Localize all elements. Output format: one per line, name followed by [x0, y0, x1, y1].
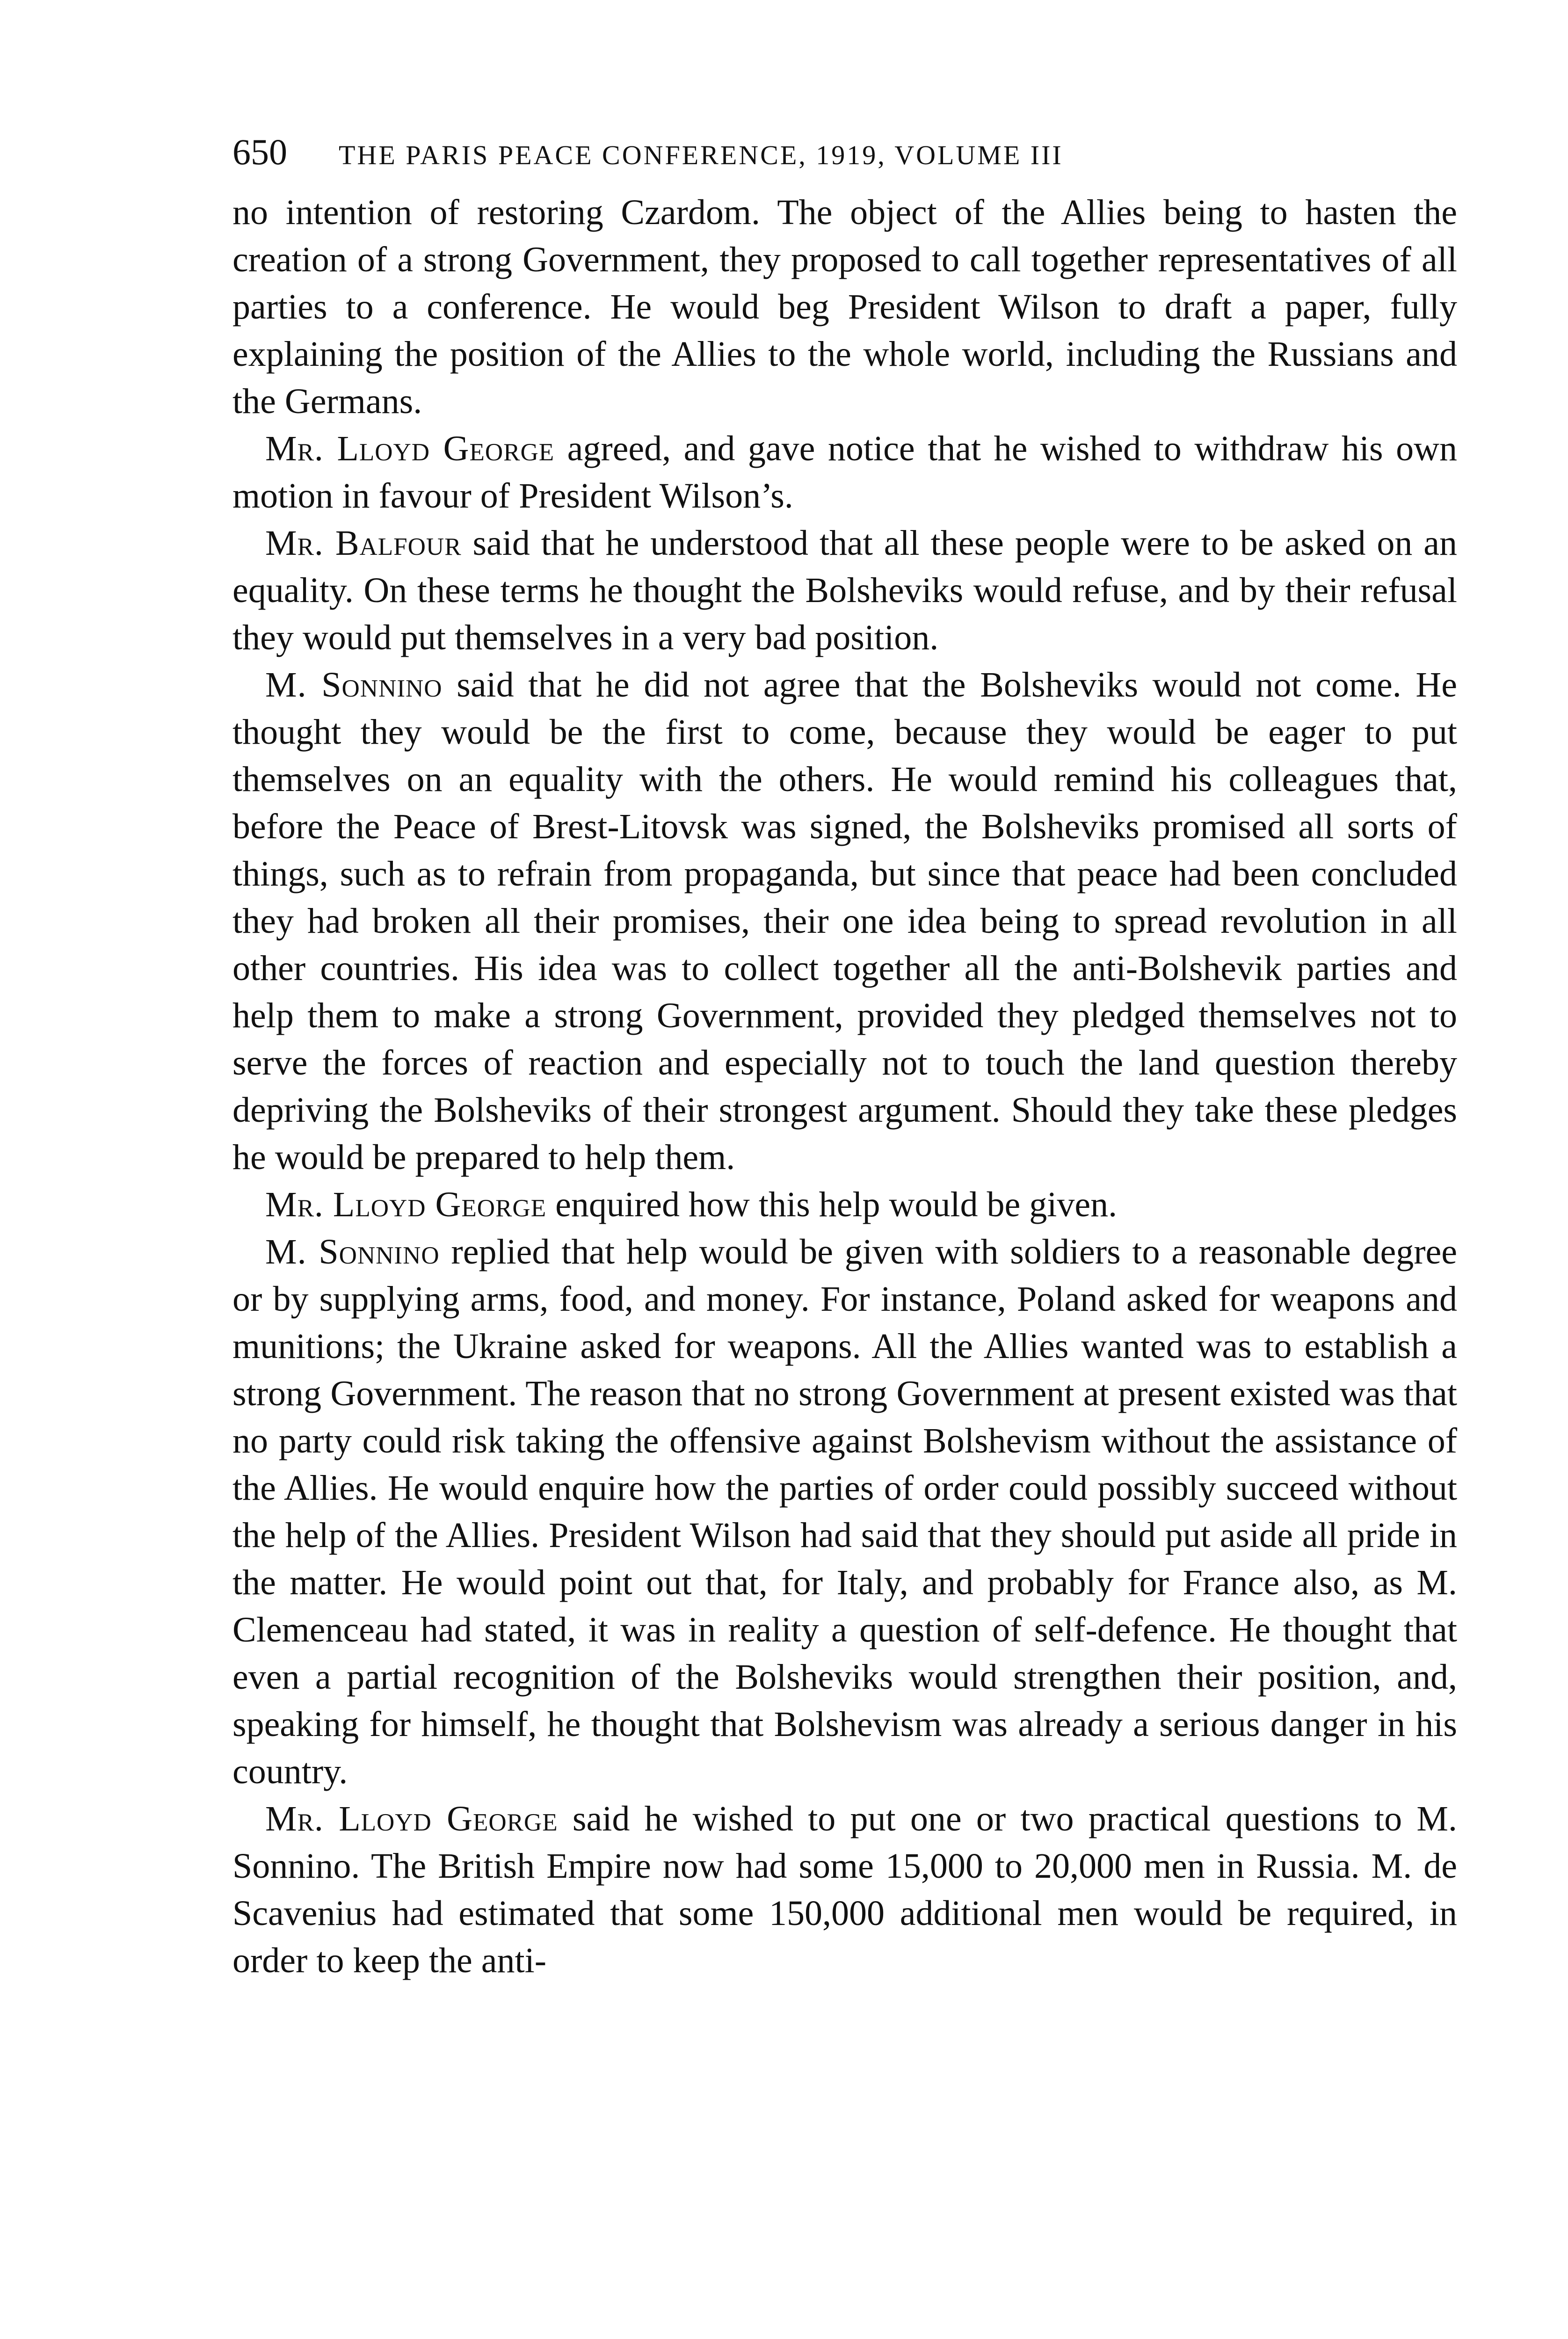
paragraph	[232, 425, 1457, 520]
running-head	[232, 131, 1457, 181]
paragraph-text: enquired how this help would be given.	[546, 1185, 1118, 1224]
speaker-name: Mr. Balfour	[265, 523, 462, 563]
paragraph-text: agreed, and gave notice that he wished to withdraw his own motion in favour of President Wilson’s.	[232, 429, 1457, 516]
paragraph	[232, 1795, 1457, 1984]
paragraph	[232, 1228, 1457, 1795]
speaker-name: Mr. Lloyd George	[265, 429, 555, 468]
page-number: 650	[232, 131, 287, 172]
paragraph-text: replied that help would be given with soldiers to a reasonable degree or by supplying arms, food, and money. For instance, Poland asked for weapons and munitions; the Ukraine asked for weapons. All the Allies wanted was to establish a strong Government. The reason that no strong Government at present existed was that no party could risk taking the offensive against Bolshevism without the assistance of the Allies. He would enquire how the parties of order could possibly succeed without the help of the Allies. President Wilson had said that they should put aside all pride in the matter. He would point out that, for Italy, and probably for France also, as M. Clemenceau had stated, it was in reality a question of self-defence. He thought that even a partial recognition of the Bolsheviks would strengthen their position, and, speaking for himself, he thought that Bolshevism was already a serious danger in his country.	[232, 1232, 1458, 1791]
paragraph	[232, 661, 1457, 1181]
speaker-name: Mr. Lloyd George	[265, 1799, 558, 1838]
paragraph-text: said that he did not agree that the Bolsheviks would not come. He thought they would be the first to come, because they would be eager to put themselves on an equality with the others. He would remind his colleagues that, before the Peace of Brest-Litovsk was signed, the Bolsheviks promised all sorts of things, such as to refrain from propaganda, but since that peace had been concluded they had broken all their promises, their one idea being to spread revolution in all other countries. His idea was to collect together all the anti-Bolshevik parties and help them to make a strong Government, provided they pledged themselves not to serve the forces of reaction and especially not to touch the land question thereby depriving the Bolsheviks of their strongest argument. Should they take these pledges he would be prepared to help them.	[232, 665, 1457, 1177]
paragraph	[232, 189, 1457, 425]
paragraph-text: said he wished to put one or two practical questions to M. Sonnino. The British Empire now had some 15,000 to 20,000 men in Russia. M. de Scavenius had estimated that some 150,000 additional men would be required, in order to keep the anti-	[232, 1799, 1457, 1980]
running-head-title: THE PARIS PEACE CONFERENCE, 1919, VOLUME III	[339, 140, 1063, 170]
document-page	[232, 131, 1458, 1984]
speaker-name: M. Sonnino	[265, 665, 443, 705]
paragraph	[232, 520, 1457, 661]
paragraph-text: said that he understood that all these people were to be asked on an equality. On these terms he thought the Bolsheviks would refuse, and by their refusal they would put themselves in a very bad position.	[232, 523, 1457, 657]
body-text	[232, 189, 1457, 1984]
speaker-name: Mr. Lloyd George	[265, 1185, 547, 1224]
paragraph-text: no intention of restoring Czardom. The object of the Allies being to hasten the creation of a strong Government, they proposed to call together representatives of all parties to a conference. He would beg President Wilson to draft a paper, fully explaining the position of the Allies to the whole world, including the Russians and the Germans.	[232, 193, 1457, 421]
speaker-name: M. Sonnino	[265, 1232, 440, 1271]
paragraph	[232, 1181, 1457, 1228]
